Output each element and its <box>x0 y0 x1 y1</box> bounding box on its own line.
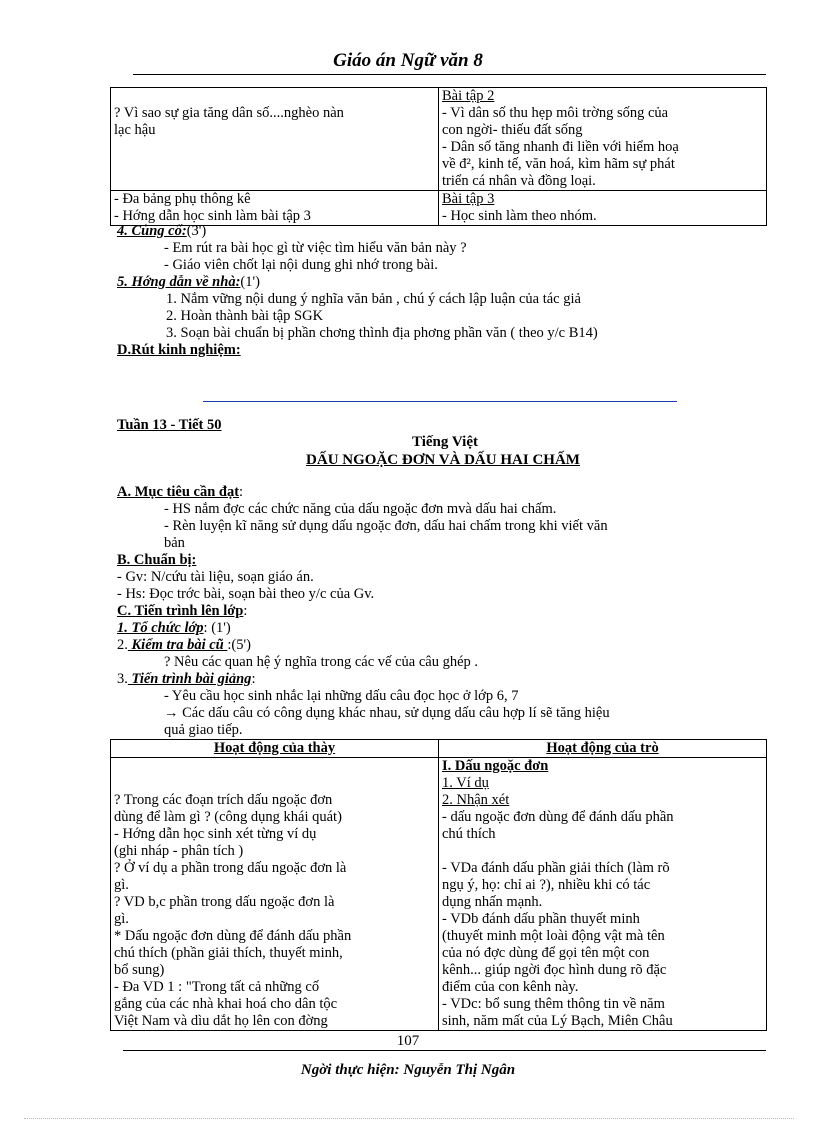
footer-author: Ngời thực hiện: Nguyễn Thị Ngân <box>300 1062 516 1078</box>
process-step-2: 2. Kiểm tra bài cũ :(5') <box>117 637 251 653</box>
teacher-activities: ? Trong các đoạn trích dấu ngoặc đơn dùng để làm gì ? (công dụng khái quát) - Hớng dẫn học sinh xét từng ví dụ (ghi nháp - phân tích ) ? Ở ví dụ a phần trong dấu ngoặc đơn là gì. ? VD b,c phần trong dấu ngoặc đơn là gì. * Dấu ngoặc đơn dùng để đánh dấu phần chú thích (phần giải thích, thuyết minh, bổ sung) - Đa VD 1 : "Trong tất cả những cố gắng của các nhà khai hoá cho dân tộc Việt Nam và dìu dắt họ lên con đờng <box>111 758 439 1031</box>
objective-item: bản <box>164 535 185 551</box>
cell-text: - Vì dân số thu hẹp môi trờng sống của <box>442 105 669 121</box>
student-cell <box>439 191 767 226</box>
table-row <box>111 88 767 191</box>
table-header-row <box>111 740 767 758</box>
table-row <box>111 758 767 1031</box>
process-conclusion-cont: quả giao tiếp. <box>164 722 243 738</box>
teacher-column-header: Hoạt động của thày <box>111 740 439 758</box>
cell-text <box>114 88 435 105</box>
header-rule <box>133 74 766 75</box>
teacher-cell <box>111 88 439 191</box>
student-activities: I. Dấu ngoặc đơn 1. Ví dụ 2. Nhận xét - dấu ngoặc đơn dùng để đánh dấu phần chú thích - VDa đánh dấu phần giải thích (làm rõ ngụ ý, họ: chỉ ai ?), nhiều khi có tác dụng nhấn mạnh. - VDb đánh dấu phần thuyết minh (thuyết minh một loài động vật mà tên của nó đợc dùng để gọi tên một con kênh... giúp ngời đọc hình dung rõ đặc điểm của con kênh này. - VDc: bổ sung thêm thông tin về năm sinh, năm mất của Lý Bạch, Miên Châu <box>439 758 767 1031</box>
lesson-week: Tuần 13 - Tiết 50 <box>117 417 222 433</box>
page-bottom-border <box>24 1118 794 1119</box>
consolidate-item: - Giáo viên chốt lại nội dung ghi nhớ trong bài. <box>164 257 438 273</box>
student-cell <box>439 88 767 191</box>
preparation-item: - Hs: Đọc trớc bài, soạn bài theo y/c của Gv. <box>117 586 375 602</box>
exercise-2-label: Bài tập 2 <box>442 88 495 104</box>
consolidate-heading: 4. Củng cố:(3') <box>117 223 207 239</box>
cell-text: - Học sinh làm theo nhóm. <box>442 208 597 224</box>
process-item: - Yêu cầu học sinh nhắc lại những dấu câu đọc học ở lớp 6, 7 <box>164 688 519 704</box>
cell-text: - Hớng dẫn học sinh làm bài tập 3 <box>114 208 311 224</box>
homework-item: 2. Hoàn thành bài tập SGK <box>166 308 324 324</box>
objective-item: - Rèn luyện kĩ năng sử dụng dấu ngoặc đơn, dấu hai chấm trong khi viết văn <box>164 518 608 534</box>
footer-rule <box>123 1050 766 1051</box>
consolidate-item: - Em rút ra bài học gì từ việc tìm hiểu văn bản này ? <box>164 240 467 256</box>
cell-text: lạc hậu <box>114 122 156 138</box>
objective-item: - HS nắm đợc các chức năng của dấu ngoặc đơn mvà dấu hai chấm. <box>164 501 557 517</box>
student-column-header: Hoạt động của trò <box>439 740 767 758</box>
preparation-item: - Gv: N/cứu tài liệu, soạn giáo án. <box>117 569 314 585</box>
process-step-1: 1. Tổ chức lớp: (1') <box>117 620 231 636</box>
cell-text: triển cá nhân và đồng loại. <box>442 173 596 189</box>
section-divider <box>203 401 677 402</box>
cell-text: - Dân số tăng nhanh đi liền với hiểm hoạ <box>442 139 679 155</box>
table-row <box>111 191 767 226</box>
process-step-3: 3. Tiến trình bài giảng: <box>117 671 256 687</box>
review-question: ? Nêu các quan hệ ý nghĩa trong các vế của câu ghép . <box>164 654 479 670</box>
lesson-subject: Tiếng Việt <box>412 434 478 450</box>
homework-item: 3. Soạn bài chuẩn bị phần chơng thình địa phơng phần văn ( theo y/c B14) <box>166 325 598 341</box>
homework-item: 1. Nắm vững nội dung ý nghĩa văn bản , chú ý cách lập luận của tác giả <box>166 291 581 307</box>
cell-text: ? Vì sao sự gia tăng dân số....nghèo nàn <box>114 105 344 121</box>
objectives-heading: A. Mục tiêu cần đạt: <box>117 484 244 500</box>
arrow-icon: → <box>164 705 179 721</box>
exercise-table <box>110 87 767 226</box>
preparation-heading: B. Chuẩn bị: <box>117 552 197 568</box>
homework-heading: 5. Hớng dẫn về nhà:(1') <box>117 274 260 290</box>
cell-text: về đ², kinh tế, văn hoá, kìm hãm sự phát <box>442 156 675 172</box>
teacher-cell <box>111 191 439 226</box>
page-header-title: Giáo án Ngữ văn 8 <box>333 50 483 71</box>
process-conclusion: → Các dấu câu có công dụng khác nhau, sử dụng dấu câu hợp lí sẽ tăng hiệu <box>164 705 610 721</box>
activity-table <box>110 739 767 1031</box>
cell-text: con ngời- thiếu đất sống <box>442 122 583 138</box>
cell-text: - Đa bảng phụ thông kê <box>114 191 251 207</box>
process-heading: C. Tiến trình lên lớp: <box>117 603 248 619</box>
lesson-title: DẤU NGOẶC ĐƠN VÀ DẤU HAI CHẤM <box>306 452 580 468</box>
exercise-3-label: Bài tập 3 <box>442 191 495 207</box>
page-number: 107 <box>396 1033 420 1049</box>
experience-heading: D.Rút kinh nghiệm: <box>117 342 241 358</box>
